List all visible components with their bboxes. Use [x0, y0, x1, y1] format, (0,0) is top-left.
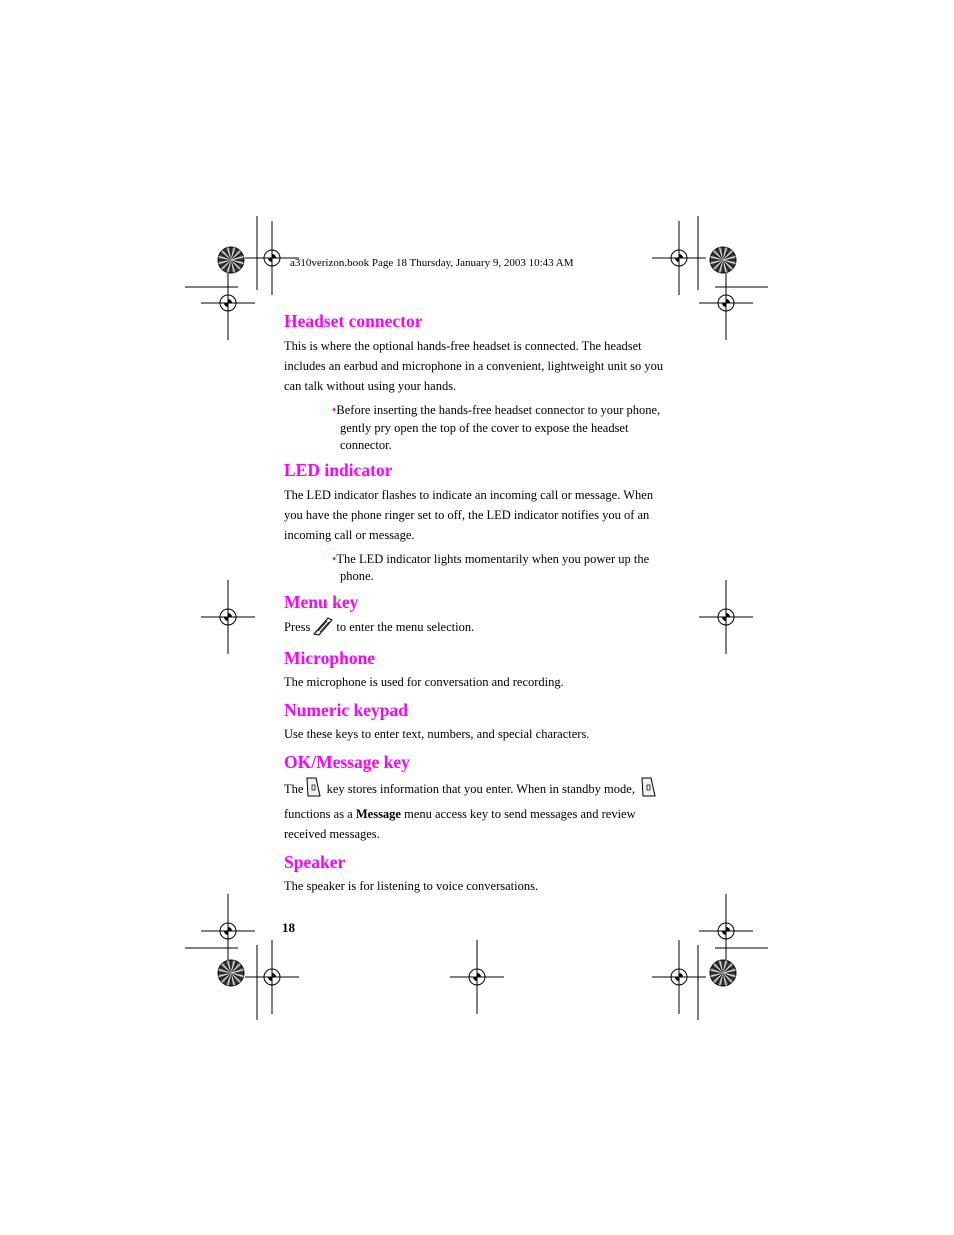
heading-speaker: Speaker: [284, 851, 346, 872]
registration-target-icon: [201, 266, 255, 340]
microphone-text: The microphone is used for conversation and recording.: [284, 674, 564, 689]
heading-menu-key: Menu key: [284, 591, 359, 612]
bullet-dot-icon: •: [332, 403, 337, 417]
registration-starburst-icon: [710, 960, 736, 986]
bullet-dot-icon: •: [332, 551, 337, 566]
registration-target-icon: [450, 940, 504, 1014]
registration-starburst-icon: [218, 247, 244, 273]
page-number: 18: [282, 920, 295, 935]
page-content: [284, 310, 664, 896]
numeric-keypad-text: Use these keys to enter text, numbers, and special characters.: [284, 726, 590, 741]
registration-starburst-icon: [710, 247, 736, 273]
headset-connector-text: This is where the optional hands-free headset is connected. The headset includes an earbud and microphone in a convenient, lightweight unit so you can talk without using your hands.: [284, 339, 664, 393]
ok-message-key-icon: [304, 776, 322, 804]
led-indicator-text: The LED indicator flashes to indicate an incoming call or message. When you have the phone ringer set to off, the LED indicator notifies you of an incoming call or message.: [284, 487, 654, 542]
headset-connector-bullet: •Before inserting the hands-free headset connector to your phone, gently pry open the top of the cover to expose the headset connector.: [332, 403, 661, 452]
led-indicator-bullet: •The LED indicator lights momentarily when you power up the phone.: [332, 551, 650, 583]
file-info-slug: a310verizon.book Page 18 Thursday, January 9, 2003 10:43 AM: [290, 257, 574, 269]
registration-target-icon: [699, 580, 753, 654]
menu-key-icon: [311, 616, 335, 642]
speaker-text: The speaker is for listening to voice conversations.: [284, 878, 539, 893]
heading-numeric-keypad: Numeric keypad: [284, 699, 408, 720]
registration-target-icon: [699, 894, 753, 968]
heading-ok-message-key: OK/Message key: [284, 751, 410, 772]
registration-target-icon: [245, 940, 299, 1014]
heading-led-indicator: LED indicator: [284, 459, 393, 480]
ok-message-key-text: The key stores information that you enter. When in standby mode, functions as a Message menu access key to send messages and review received messages.: [284, 776, 664, 844]
registration-target-icon: [201, 894, 255, 968]
ok-message-key-icon: [639, 776, 657, 804]
heading-headset-connector: Headset connector: [284, 311, 423, 331]
registration-target-icon: [201, 580, 255, 654]
heading-microphone: Microphone: [284, 647, 376, 668]
registration-starburst-icon: [218, 960, 244, 986]
registration-target-icon: [699, 266, 753, 340]
menu-key-text: Press to enter the menu selection.: [284, 616, 664, 642]
